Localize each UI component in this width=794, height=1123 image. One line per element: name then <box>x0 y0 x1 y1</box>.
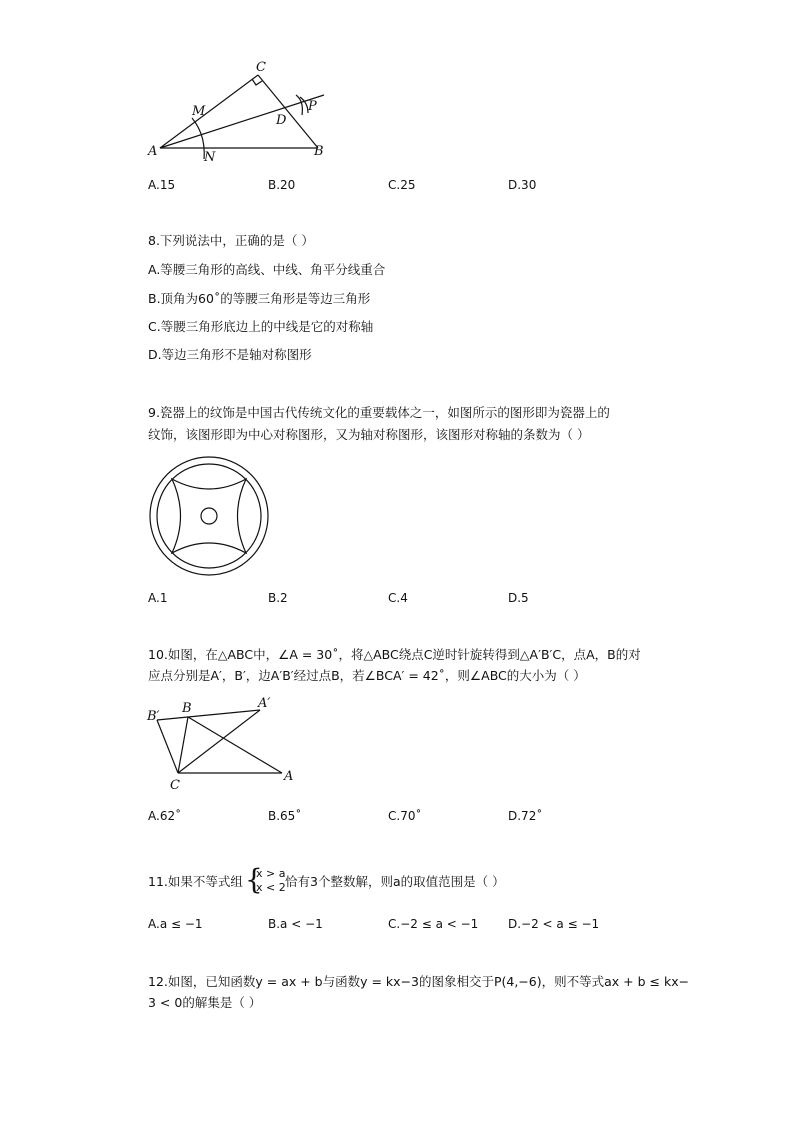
inequality-1: x > a <box>256 867 286 880</box>
q11-option-a[interactable]: A.a ≤ −1 <box>148 917 203 931</box>
q9-option-c[interactable]: C.4 <box>388 591 408 605</box>
q7-option-b[interactable]: B.20 <box>268 178 296 192</box>
bisector-ray <box>160 95 324 148</box>
concave-square <box>172 479 246 553</box>
label-a: A <box>148 144 158 159</box>
label-c: C <box>256 60 266 75</box>
q11-option-c[interactable]: C.−2 ≤ a < −1 <box>388 917 479 931</box>
q11-stem-pre: 11.如果不等式组 <box>148 874 243 889</box>
q8-stem: 8.下列说法中，正确的是（ ） <box>148 233 314 248</box>
q9-stem-line2: 纹饰，该图形即为中心对称图形，又为轴对称图形，该图形对称轴的条数为（ ） <box>148 427 590 442</box>
right-angle-mark <box>252 79 262 85</box>
triangle-construction-figure <box>140 55 340 170</box>
label-b: B <box>182 701 192 716</box>
q11-option-d[interactable]: D.−2 < a ≤ −1 <box>508 917 600 931</box>
center-circle <box>201 508 217 524</box>
q7-option-c[interactable]: C.25 <box>388 178 416 192</box>
label-b-prime: B′ <box>147 709 160 724</box>
q8-choice-a[interactable]: A.等腰三角形的高线、中线、角平分线重合 <box>148 262 386 277</box>
q9-stem-line1: 9.瓷器上的纹饰是中国古代传统文化的重要载体之一，如图所示的图形即为瓷器上的 <box>148 405 610 420</box>
label-b: B <box>314 144 324 159</box>
q9-option-b[interactable]: B.2 <box>268 591 288 605</box>
side-ac <box>160 75 258 148</box>
q8-choice-d[interactable]: D.等边三角形不是轴对称图形 <box>148 347 312 362</box>
side-bp-c <box>157 720 178 773</box>
side-c-ap <box>178 710 260 773</box>
q7-option-d[interactable]: D.30 <box>508 178 537 192</box>
q10-option-d[interactable]: D.72˚ <box>508 809 543 823</box>
side-b-a <box>188 717 282 773</box>
side-bp-ap <box>157 710 260 720</box>
q10-option-a[interactable]: A.62˚ <box>148 809 182 823</box>
q8-choice-b[interactable]: B.顶角为60˚的等腰三角形是等边三角形 <box>148 291 371 306</box>
label-a: A <box>284 769 294 784</box>
q7-option-a[interactable]: A.15 <box>148 178 176 192</box>
label-c: C <box>170 778 180 793</box>
q8-choice-c[interactable]: C.等腰三角形底边上的中线是它的对称轴 <box>148 319 374 334</box>
q12-stem-line1: 12.如图，已知函数y = ax + b与函数y = kx−3的图象相交于P(4,−6)，则不等式ax + b ≤ kx− <box>148 974 690 989</box>
label-m: M <box>192 104 206 119</box>
q10-stem-line1: 10.如图，在△ABC中，∠A = 30˚，将△ABC绕点C逆时针旋转得到△A′B′C，点A，B的对 <box>148 647 641 662</box>
label-p: P <box>308 99 317 114</box>
rotation-triangle-figure <box>140 690 310 795</box>
q10-stem-line2: 应点分别是A′，B′，边A′B′经过点B，若∠BCA′ = 42˚，则∠ABC的大小为（ ） <box>148 668 586 683</box>
q9-option-d[interactable]: D.5 <box>508 591 529 605</box>
q12-stem-line2: 3 < 0的解集是（ ） <box>148 995 262 1010</box>
label-n: N <box>204 150 216 165</box>
arc-p2 <box>300 97 308 113</box>
arc-mn <box>192 118 204 159</box>
q11-stem-post: 恰有3个整数解，则a的取值范围是（ ） <box>285 874 505 889</box>
q11-option-b[interactable]: B.a < −1 <box>268 917 323 931</box>
q9-option-a[interactable]: A.1 <box>148 591 168 605</box>
system-brace: { <box>245 863 263 896</box>
label-a-prime: A′ <box>258 696 271 711</box>
q10-option-b[interactable]: B.65˚ <box>268 809 302 823</box>
label-d: D <box>276 113 287 128</box>
porcelain-pattern-figure <box>145 455 275 580</box>
side-c-b <box>178 717 188 773</box>
inequality-2: x < 2 <box>256 881 286 894</box>
outer-circle <box>150 457 268 575</box>
q10-option-c[interactable]: C.70˚ <box>388 809 422 823</box>
